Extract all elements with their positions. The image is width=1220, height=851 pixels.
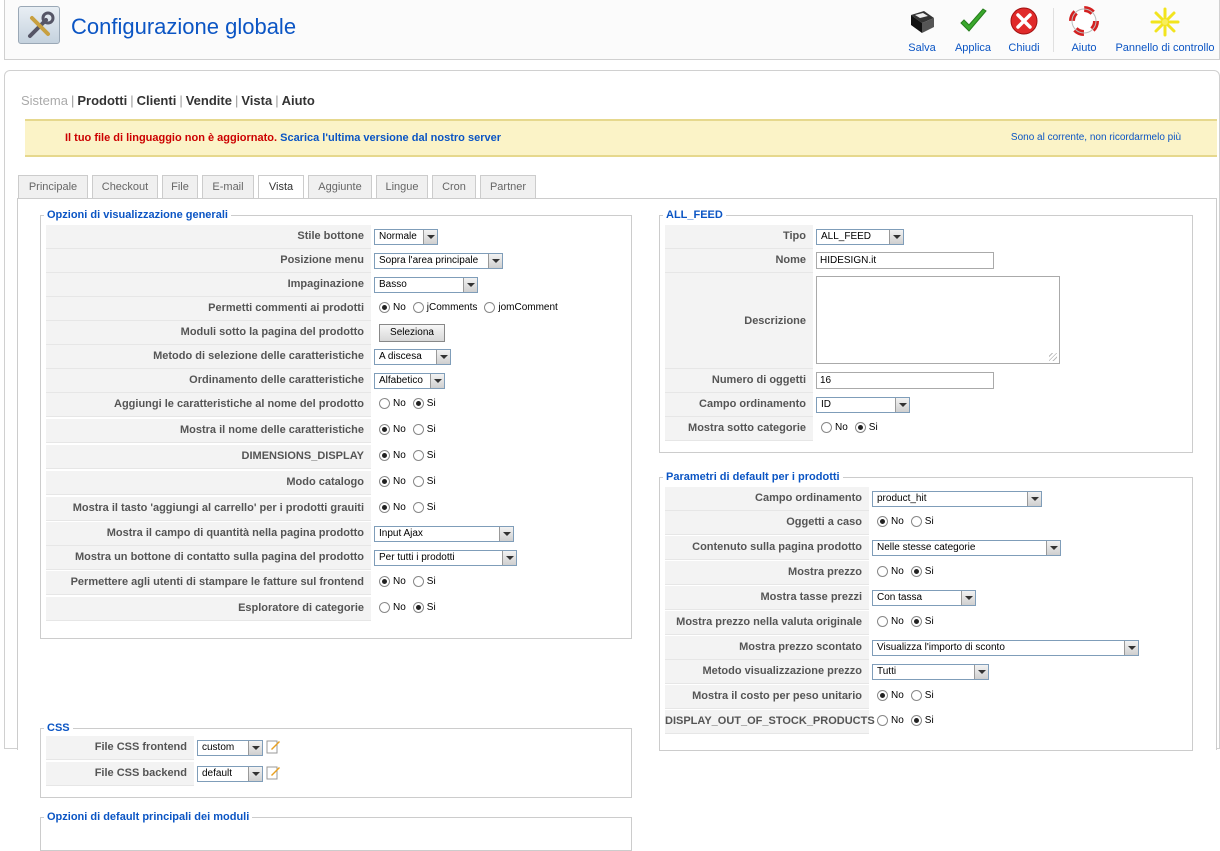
apply-button[interactable]: Applica [949,6,997,54]
section-title: Opzioni di visualizzazione generali [47,209,228,221]
radio-no[interactable] [877,715,888,726]
radio-si[interactable] [911,690,922,701]
chevron-down-icon [463,278,477,292]
page-title: Configurazione globale [71,14,297,39]
section-title: ALL_FEED [666,209,723,221]
css-frontend-select[interactable]: custom [197,740,263,756]
feature-ordering-select[interactable]: Alfabetico [374,373,445,389]
chevron-down-icon [423,230,437,244]
help-button[interactable]: Aiuto [1061,6,1107,54]
section-title: CSS [47,722,70,734]
radio-no[interactable] [379,476,390,487]
top-menu [21,93,318,108]
radio-no[interactable] [877,616,888,627]
chevron-down-icon [248,741,262,755]
chevron-down-icon [961,591,975,605]
discounted-price-select[interactable]: Visualizza l'importo di sconto [872,640,1139,656]
feed-name-input[interactable]: HIDESIGN.it [816,252,994,269]
product-default-params: Parametri di default per i prodotti Campo ordinamento product_hit Oggetti a caso No Si Contenuto sulla pagina prodotto Nelle stesse categorie Mostra prezzo No Si Mostra tasse prezzi Con tassa Mostra prezzo nella valuta originale No Si Mostra prezzo scontato Visualizza l'importo di sconto Metodo visualizzazione prezzo Tutti Mostra il costo per peso unitario No Si DISPLAY_OUT_OF_STOCK_PRODUCTS No Si [659,471,1193,751]
radio-si[interactable] [413,450,424,461]
menu-prodotti[interactable]: Prodotti [77,93,128,108]
radio-si[interactable] [413,576,424,587]
tab-checkout[interactable]: Checkout [92,175,158,199]
edit-file-icon[interactable] [265,764,281,780]
radio-no[interactable] [379,602,390,613]
menu-separator: | [275,93,279,108]
feed-order-select[interactable]: ID [816,397,910,413]
radio-no[interactable] [379,424,390,435]
menu-separator: | [130,93,134,108]
chevron-down-icon [502,551,516,565]
chevron-down-icon [436,350,450,364]
chevron-down-icon [889,230,903,244]
tab-panel-vista [17,198,1217,823]
tab-partner[interactable]: Partner [480,175,536,199]
menu-separator: | [234,93,239,108]
feed-count-input[interactable]: 16 [816,372,994,389]
control-panel-button[interactable]: Pannello di controllo [1115,6,1215,54]
section-title: Opzioni di default principali dei moduli [47,811,250,823]
chevron-down-icon [1046,541,1060,555]
tab-cron[interactable]: Cron [432,175,476,199]
module-default-options [40,811,632,851]
menu-separator: | [70,93,75,108]
menu-position-select[interactable]: Sopra l'area principale [374,253,503,269]
css-backend-select[interactable]: default [197,766,263,782]
menu-aiuto[interactable]: Aiuto [281,93,315,108]
lifebuoy-icon [1068,6,1100,38]
chevron-down-icon [248,767,262,781]
main-panel [4,70,1220,823]
radio-no[interactable] [379,576,390,587]
default-order-select[interactable]: product_hit [872,491,1042,507]
general-display-options: Opzioni di visualizzazione generali Stile bottone Normale Posizione menu Sopra l'area principale Impaginazione Basso Permetti commenti ai prodotti No jComments jomComment Moduli sotto la pagina del prodotto Seleziona Metodo di selezione delle caratteristiche A discesa Ordinamento delle caratteristiche Alfabetico Aggiungi le caratteristiche al nome del prodotto No Si Mostra il nome delle caratteristiche No Si DIMENSIONS_DISPLAY No Si Modo catalogo No Si Mostra il tasto 'aggiungi al carrello' per i prodotti grauiti No Si Mostra il campo di quantità nella pagina prodotto Input Ajax Mostra un bottone di contatto sulla pagina del prodotto Per tutti i prodotti Permettere agli utenti di stampare le fatture sul frontend No Si Esploratore di categorie No Si [40,209,632,639]
language-notice [25,119,1217,157]
page-header [4,0,1220,60]
close-button[interactable]: Chiudi [1001,6,1047,54]
radio-no[interactable] [379,302,390,313]
checkmark-icon [957,6,989,38]
close-icon [1008,6,1040,38]
config-tools-icon [18,6,60,44]
radio-no[interactable] [379,398,390,409]
edit-file-icon[interactable] [265,738,281,754]
product-page-content-select[interactable]: Nelle stesse categorie [872,540,1061,556]
radio-si[interactable] [413,424,424,435]
chevron-down-icon [488,254,502,268]
css-options: CSS File CSS frontend custom File CSS backend default [40,722,632,798]
radio-no[interactable] [821,422,832,433]
feed-options-box: ALL_FEED Tipo ALL_FEED Nome HIDESIGN.it Descrizione Numero di oggetti 16 Campo ordinamento ID Mostra sotto categorie No Si [659,209,1193,453]
chevron-down-icon [499,527,513,541]
radio-si[interactable] [855,422,866,433]
feature-selection-select[interactable]: A discesa [374,349,451,365]
contact-button-select[interactable]: Per tutti i prodotti [374,550,517,566]
resize-grip-icon[interactable] [1049,353,1057,361]
floppy-disk-icon [906,6,938,38]
menu-separator: | [179,93,183,108]
radio-no[interactable] [379,502,390,513]
menu-vendite[interactable]: Vendite [185,93,232,108]
toolbar-separator [1053,8,1054,52]
feed-type-select[interactable]: ALL_FEED [816,229,904,245]
radio-no[interactable] [379,450,390,461]
radio-no[interactable] [877,566,888,577]
tab-principale[interactable]: Principale [18,175,88,199]
quantity-field-select[interactable]: Input Ajax [374,526,514,542]
tab-vista[interactable]: Vista [258,175,304,200]
tab-email[interactable]: E-mail [202,175,254,199]
chevron-down-icon [974,665,988,679]
radio-no[interactable] [877,690,888,701]
price-display-select[interactable]: Tutti [872,664,989,680]
radio-si[interactable] [413,502,424,513]
tab-file[interactable]: File [162,175,198,199]
chevron-down-icon [895,398,909,412]
radio-si[interactable] [911,516,922,527]
radio-si[interactable] [911,566,922,577]
pagination-select[interactable]: Basso [374,277,478,293]
radio-si[interactable] [911,616,922,627]
dismiss-notice-link[interactable]: Sono al corrente, non ricordarmelo più [1010,132,1181,143]
menu-clienti[interactable]: Clienti [136,93,177,108]
select-modules-button[interactable]: Seleziona [379,324,445,342]
radio-no[interactable] [877,516,888,527]
feed-description-textarea[interactable] [816,276,1060,364]
radio-jomcomment[interactable] [484,302,495,313]
tab-lingue[interactable]: Lingue [376,175,428,199]
chevron-down-icon [1027,492,1041,506]
section-title: Parametri di default per i prodotti [666,471,840,483]
notice-warning: Il tuo file di linguaggio non è aggiornato. Scarica l'ultima versione dal nostro server [65,132,501,144]
radio-jcomments[interactable] [413,302,424,313]
download-language-link[interactable]: Scarica l'ultima versione dal nostro server [280,132,501,144]
radio-si[interactable] [413,398,424,409]
radio-si[interactable] [413,602,424,613]
toolbar [899,0,1219,60]
save-button[interactable]: Salva [899,6,945,54]
radio-si[interactable] [413,476,424,487]
radio-si[interactable] [911,715,922,726]
menu-vista[interactable]: Vista [241,93,273,108]
sparkle-icon [1149,6,1181,38]
chevron-down-icon [1124,641,1138,655]
button-style-select[interactable]: Normale [374,229,438,245]
menu-sistema[interactable]: Sistema [21,93,68,108]
show-taxes-select[interactable]: Con tassa [872,590,976,606]
tab-aggiunte[interactable]: Aggiunte [308,175,372,199]
chevron-down-icon [430,374,444,388]
